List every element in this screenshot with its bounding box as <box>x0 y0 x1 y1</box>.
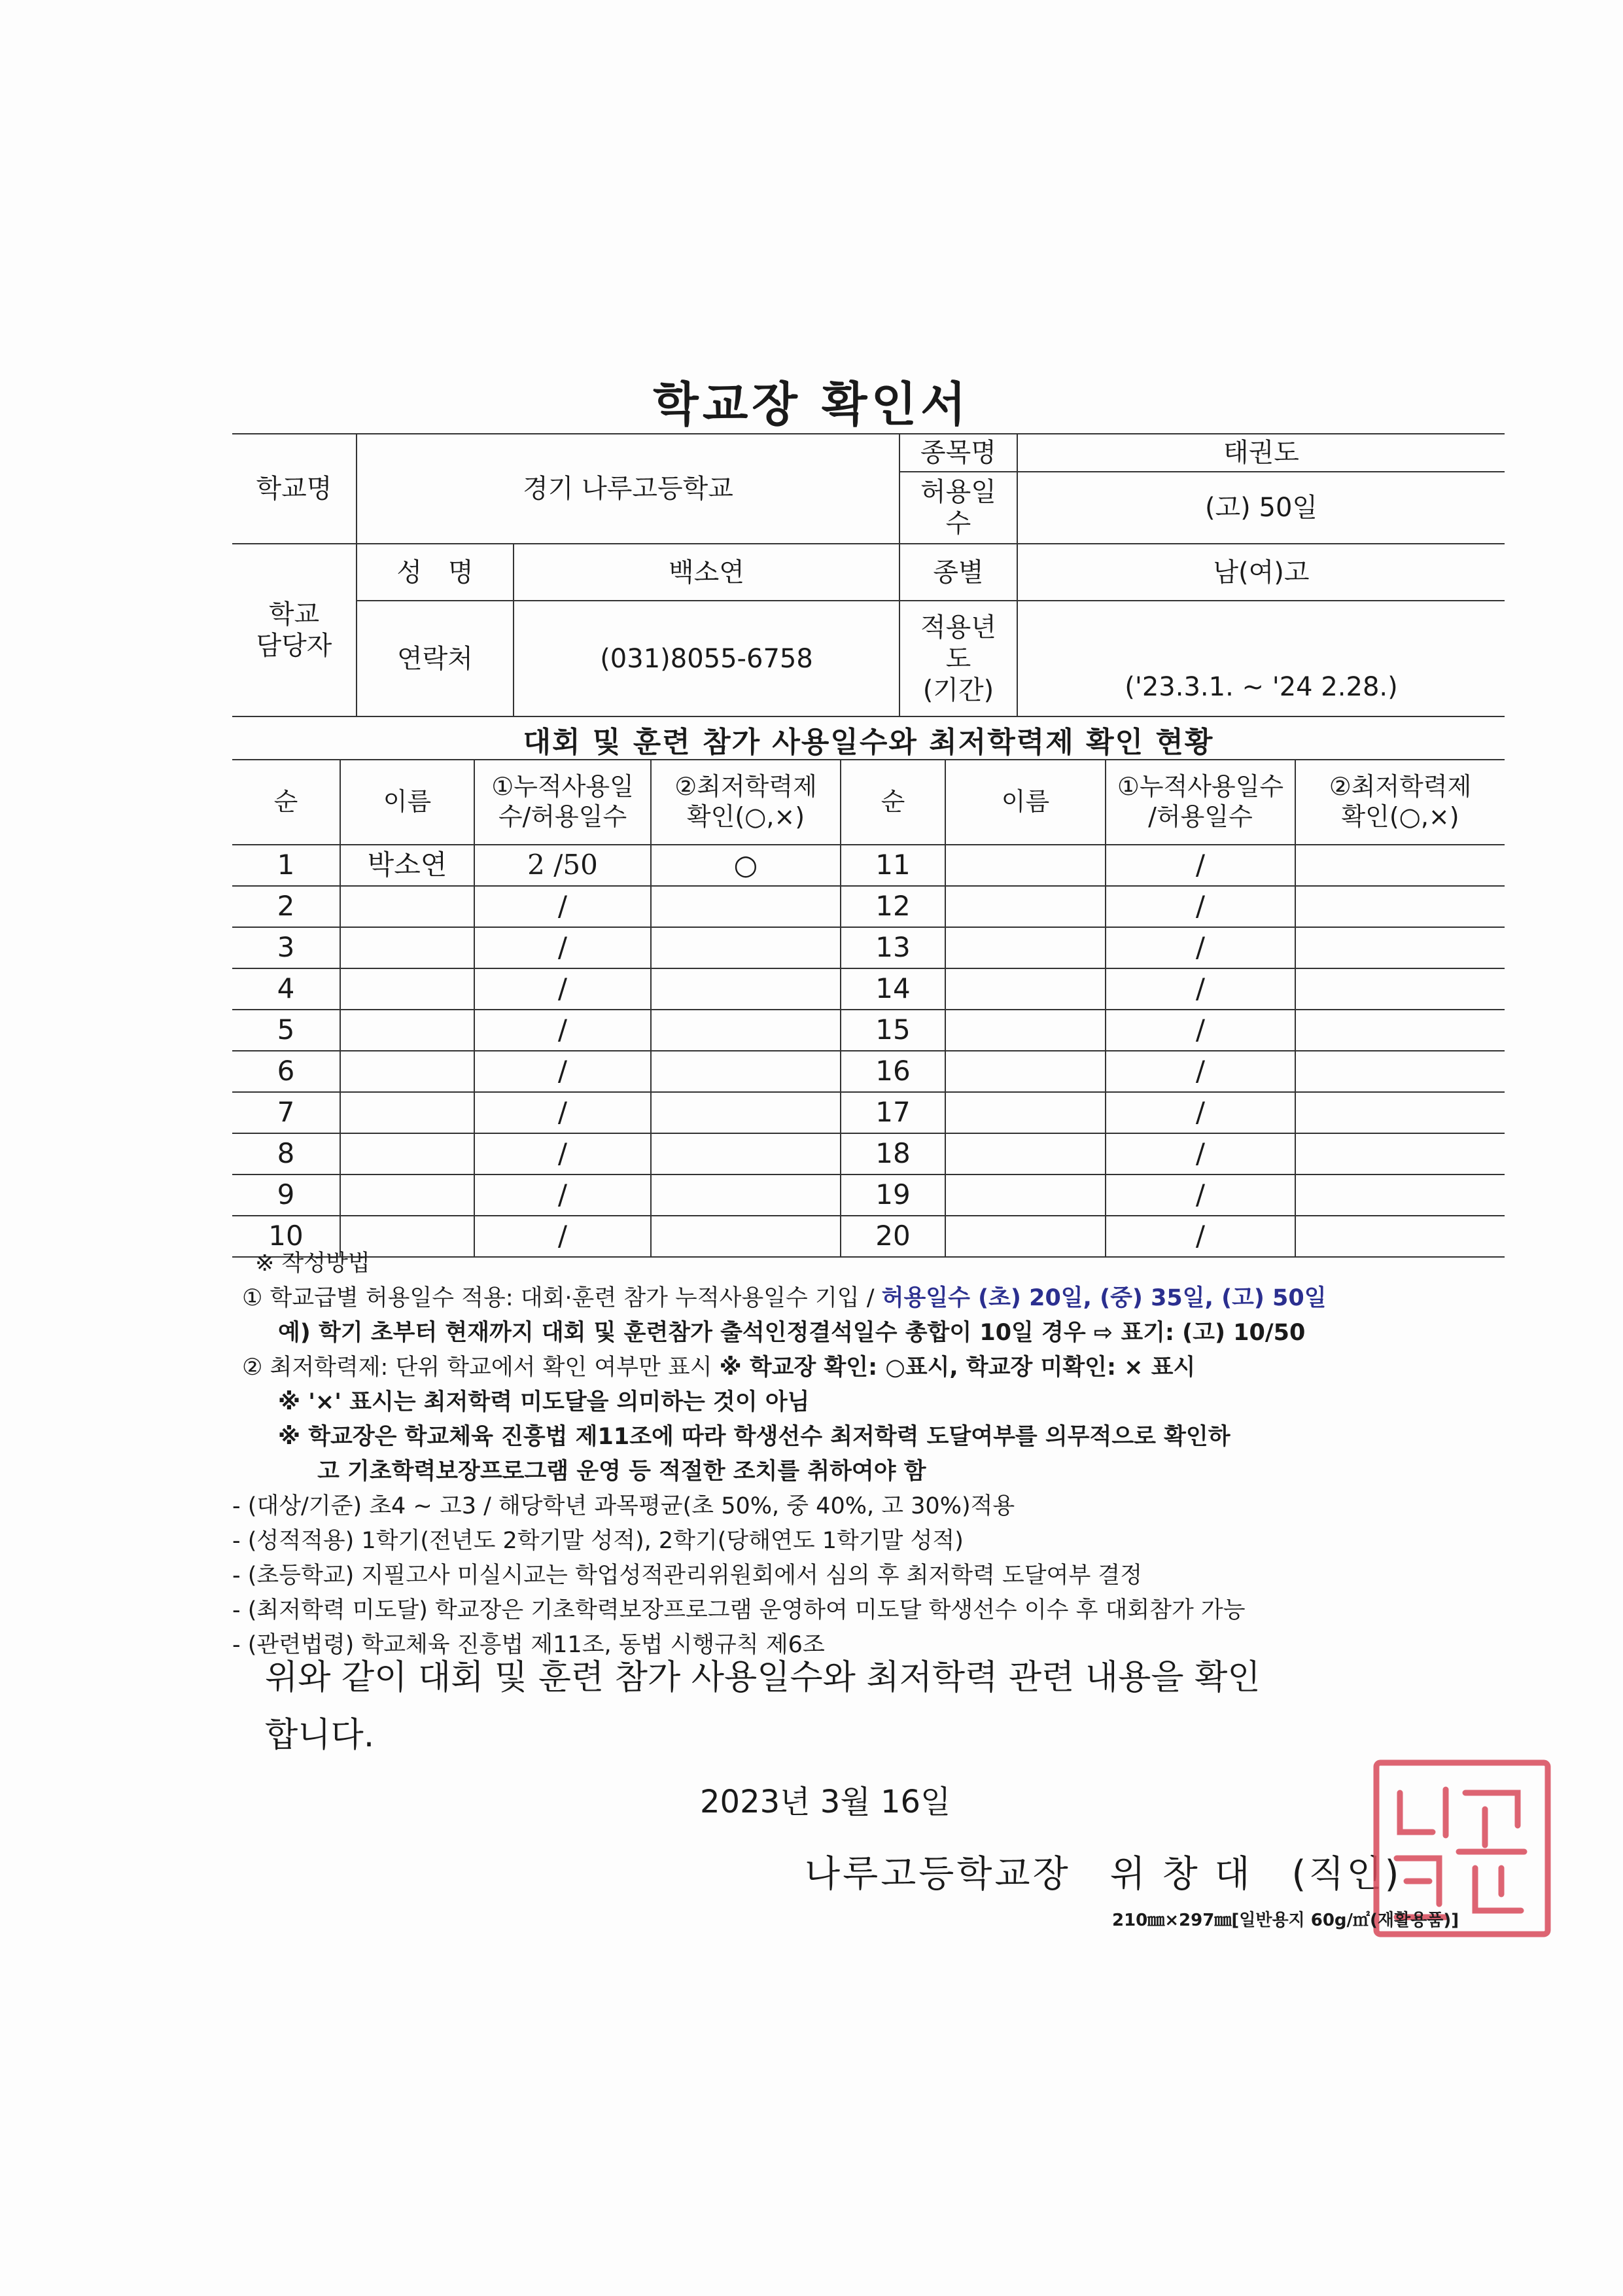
allowed-days-label: 허용일 수 <box>899 472 1017 544</box>
row-name <box>340 1133 474 1174</box>
row-min-2 <box>1295 1174 1505 1216</box>
row-seq-2: 16 <box>841 1051 945 1092</box>
row-days-2: / <box>1106 1010 1295 1051</box>
detail-5: - (관련법령) 학교체육 진흥법 제11조, 동법 시행규칙 제6조 <box>232 1632 825 1658</box>
note-2-law-2: 고 기초학력보장프로그램 운영 등 적절한 조치를 취하여야 함 <box>317 1458 926 1485</box>
allowed-days: (고) 50일 <box>1017 472 1505 544</box>
table-row <box>232 1133 1505 1174</box>
period: ('23.3.1. ~ '24 2.28.) <box>1017 601 1505 716</box>
notes-heading: ※ 작성방법 <box>255 1250 370 1277</box>
staff-label: 학교 담당자 <box>232 544 357 716</box>
confirmation-statement: 위와 같이 대회 및 훈련 참가 사용일수와 최저학력 관련 내용을 확인 합니다. <box>265 1658 1261 1755</box>
note-1-example: 예) 학기 초부터 현재까지 대회 및 훈련참가 출석인정결석일수 총합이 10일 경우 ⇨ 표기: (고) 10/50 <box>278 1320 1306 1346</box>
header-min-achievement-2: ②최저학력제 확인(○,×) <box>1295 760 1505 845</box>
row-days-2: / <box>1106 1174 1295 1216</box>
row-name-2 <box>945 1051 1106 1092</box>
row-seq: 10 <box>232 1216 340 1257</box>
row-days-2: / <box>1106 1133 1295 1174</box>
section-title: 대회 및 훈련 참가 사용일수와 최저학력제 확인 현황 <box>523 726 1214 759</box>
row-name-2 <box>945 927 1106 968</box>
gender: 남(여)고 <box>1017 544 1505 601</box>
row-seq: 7 <box>232 1092 340 1133</box>
row-min <box>651 968 841 1010</box>
row-seq-2: 18 <box>841 1133 945 1174</box>
row-days-2: / <box>1106 1216 1295 1257</box>
row-seq-2: 20 <box>841 1216 945 1257</box>
detail-2: - (성적적용) 1학기(전년도 2학기말 성적), 2학기(당해연도 1학기말 성적) <box>232 1528 964 1554</box>
principal-signature-line: 나루고등학교장 위 창 대 (직인) <box>805 1853 1402 1896</box>
row-min-2 <box>1295 1051 1505 1092</box>
row-days: / <box>474 968 651 1010</box>
row-seq: 5 <box>232 1010 340 1051</box>
row-name-2 <box>945 968 1106 1010</box>
name-label: 성 명 <box>357 544 514 601</box>
instructions <box>232 1246 1534 1663</box>
row-min-2 <box>1295 845 1505 886</box>
row-min <box>651 1133 841 1174</box>
row-min-2 <box>1295 927 1505 968</box>
contact-label: 연락처 <box>357 601 514 716</box>
row-days: / <box>474 1092 651 1133</box>
table-row <box>232 1051 1505 1092</box>
row-name-2 <box>945 1174 1106 1216</box>
roster-table <box>232 759 1505 1258</box>
row-name <box>340 1051 474 1092</box>
row-days: 2 /50 <box>474 845 651 886</box>
row-name-2 <box>945 1010 1106 1051</box>
header-seq-2: 순 <box>841 760 945 845</box>
row-name-2 <box>945 845 1106 886</box>
table-row <box>232 927 1505 968</box>
school-name-label: 학교명 <box>232 434 357 544</box>
row-name-2 <box>945 1133 1106 1174</box>
header-days: ①누적사용일 수/허용일수 <box>474 760 651 845</box>
table-row <box>232 1010 1505 1051</box>
gender-label: 종별 <box>899 544 1017 601</box>
row-min <box>651 1174 841 1216</box>
row-name <box>340 927 474 968</box>
row-min: ○ <box>651 845 841 886</box>
detail-4: - (최저학력 미도달) 학교장은 기초학력보장프로그램 운영하여 미도달 학생선수 이수 후 대회참가 가능 <box>232 1597 1246 1623</box>
note-2: ② 최저학력제: 단위 학교에서 확인 여부만 표시 ※ 학교장 확인: ○표시, 학교장 미확인: × 표시 <box>242 1354 1196 1381</box>
table-row <box>232 968 1505 1010</box>
staff-name: 백소연 <box>514 544 899 601</box>
row-min-2 <box>1295 1092 1505 1133</box>
row-min <box>651 1092 841 1133</box>
row-seq-2: 15 <box>841 1010 945 1051</box>
row-seq-2: 19 <box>841 1174 945 1216</box>
row-seq: 1 <box>232 845 340 886</box>
note-2-law-1: ※ 학교장은 학교체육 진흥법 제11조에 따라 학생선수 최저학력 도달여부를 의무적으로 확인하 <box>278 1424 1230 1450</box>
row-min-2 <box>1295 1010 1505 1051</box>
info-table <box>232 433 1505 717</box>
row-seq: 3 <box>232 927 340 968</box>
row-seq-2: 13 <box>841 927 945 968</box>
detail-1: - (대상/기준) 초4 ~ 고3 / 해당학년 과목평균(초 50%, 중 40%, 고 30%)적용 <box>232 1493 1015 1519</box>
row-min-2 <box>1295 1133 1505 1174</box>
row-days-2: / <box>1106 927 1295 968</box>
detail-3: - (초등학교) 지필고사 미실시교는 학업성적관리위원회에서 심의 후 최저학력 도달여부 결정 <box>232 1563 1143 1589</box>
row-name <box>340 1010 474 1051</box>
row-days: / <box>474 1133 651 1174</box>
row-days: / <box>474 927 651 968</box>
table-row <box>232 1174 1505 1216</box>
header-min-achievement: ②최저학력제 확인(○,×) <box>651 760 841 845</box>
row-seq: 6 <box>232 1051 340 1092</box>
roster-header-row <box>232 760 1505 845</box>
row-days: / <box>474 1051 651 1092</box>
row-min <box>651 886 841 927</box>
period-label: 적용년 도 (기간) <box>899 601 1017 716</box>
row-days-2: / <box>1106 1051 1295 1092</box>
row-seq: 8 <box>232 1133 340 1174</box>
table-row <box>232 845 1505 886</box>
row-min <box>651 927 841 968</box>
issue-date: 2023년 3월 16일 <box>700 1784 951 1820</box>
sport: 태권도 <box>1017 434 1505 472</box>
row-seq: 4 <box>232 968 340 1010</box>
school-name: 경기 나루고등학교 <box>357 434 899 544</box>
row-days-2: / <box>1106 968 1295 1010</box>
row-days: / <box>474 1174 651 1216</box>
note-2-x: ※ '×' 표시는 최저학력 미도달을 의미하는 것이 아님 <box>278 1389 810 1415</box>
row-days-2: / <box>1106 845 1295 886</box>
row-min <box>651 1051 841 1092</box>
row-days-2: / <box>1106 886 1295 927</box>
table-row <box>232 886 1505 927</box>
row-name: 박소연 <box>340 845 474 886</box>
row-seq: 9 <box>232 1174 340 1216</box>
paper-spec-note: 210㎜×297㎜[일반용지 60g/㎡(재활용품)] <box>1112 1911 1459 1930</box>
row-name <box>340 1174 474 1216</box>
row-seq-2: 12 <box>841 886 945 927</box>
row-days: / <box>474 1010 651 1051</box>
header-seq: 순 <box>232 760 340 845</box>
row-seq-2: 14 <box>841 968 945 1010</box>
row-days: / <box>474 1216 651 1257</box>
allowed-days-rule: 허용일수 (초) 20일, (중) 35일, (고) 50일 <box>881 1285 1327 1311</box>
contact: (031)8055-6758 <box>514 601 899 716</box>
row-seq: 2 <box>232 886 340 927</box>
row-days: / <box>474 886 651 927</box>
row-days-2: / <box>1106 1092 1295 1133</box>
row-name <box>340 886 474 927</box>
row-name <box>340 1092 474 1133</box>
document-title: 학교장 확인서 <box>653 377 970 432</box>
row-min-2 <box>1295 968 1505 1010</box>
sport-label: 종목명 <box>899 434 1017 472</box>
row-min <box>651 1010 841 1051</box>
row-name <box>340 968 474 1010</box>
note-1: ① 학교급별 허용일수 적용: 대회·훈련 참가 누적사용일수 기입 / 허용일수 (초) 20일, (중) 35일, (고) 50일 <box>242 1285 1327 1311</box>
row-name-2 <box>945 886 1106 927</box>
header-days-2: ①누적사용일수 /허용일수 <box>1106 760 1295 845</box>
row-name-2 <box>945 1092 1106 1133</box>
row-seq-2: 11 <box>841 845 945 886</box>
row-seq-2: 17 <box>841 1092 945 1133</box>
header-name-2: 이름 <box>945 760 1106 845</box>
table-row <box>232 1092 1505 1133</box>
header-name: 이름 <box>340 760 474 845</box>
row-min-2 <box>1295 886 1505 927</box>
